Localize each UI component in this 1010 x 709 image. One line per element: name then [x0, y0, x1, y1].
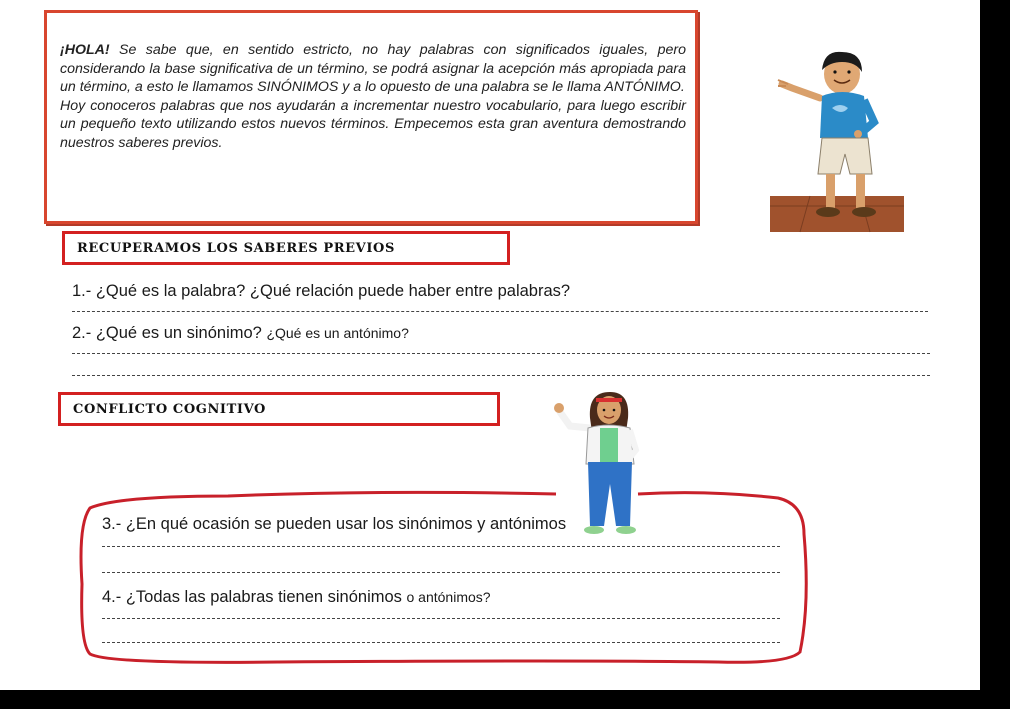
question-4-small: o antónimos?	[406, 589, 491, 605]
answer-line	[72, 353, 930, 354]
section-title-saberes-previos	[62, 231, 510, 265]
answer-line	[102, 572, 780, 573]
answer-line	[102, 546, 780, 547]
boy-pointing-illustration	[770, 50, 904, 232]
section-title-conflicto-cognitivo	[58, 392, 500, 426]
intro-text	[60, 41, 686, 153]
answer-line	[102, 618, 780, 619]
page-edge-right	[980, 0, 1010, 709]
page-edge-bottom	[0, 690, 1010, 709]
answer-line	[72, 375, 930, 376]
section-title-conflicto-cognitivo-text: CONFLICTO COGNITIVO	[73, 401, 266, 417]
intro-greeting: ¡HOLA!	[60, 42, 110, 58]
question-2	[72, 324, 409, 343]
answer-line	[102, 642, 780, 643]
answer-line	[72, 311, 928, 312]
question-4	[102, 588, 491, 607]
question-3: 3.- ¿En qué ocasión se pueden usar los sinónimos y antónimos	[102, 515, 567, 533]
speech-bubble	[78, 484, 808, 666]
question-4-main: 4.- ¿Todas las palabras tienen sinónimos	[102, 588, 407, 606]
section-title-saberes-previos-text: RECUPERAMOS LOS SABERES PREVIOS	[77, 240, 395, 256]
question-1: 1.- ¿Qué es la palabra? ¿Qué relación puede haber entre palabras?	[72, 282, 571, 300]
intro-paragraph-1: Se sabe que, en sentido estricto, no hay palabras con significados iguales, pero considerando la base significativa de un término, se podrá asignar la acepción más apropiada para un término, a esto le llamamos SINÓNIMOS y a lo opuesto de una palabra se le llama ANTÓNIMO.	[60, 42, 686, 96]
question-2-small: ¿Qué es un antónimo?	[266, 325, 409, 341]
question-2-main: 2.- ¿Qué es un sinónimo?	[72, 324, 267, 342]
intro-paragraph-2: Hoy conoceros palabras que nos ayudarán a incrementar nuestro vocabulario, para luego escribir un pequeño texto utilizando estos nuevos términos. Empecemos esta gran aventura demostrando nuestros saberes previos.	[60, 97, 686, 151]
